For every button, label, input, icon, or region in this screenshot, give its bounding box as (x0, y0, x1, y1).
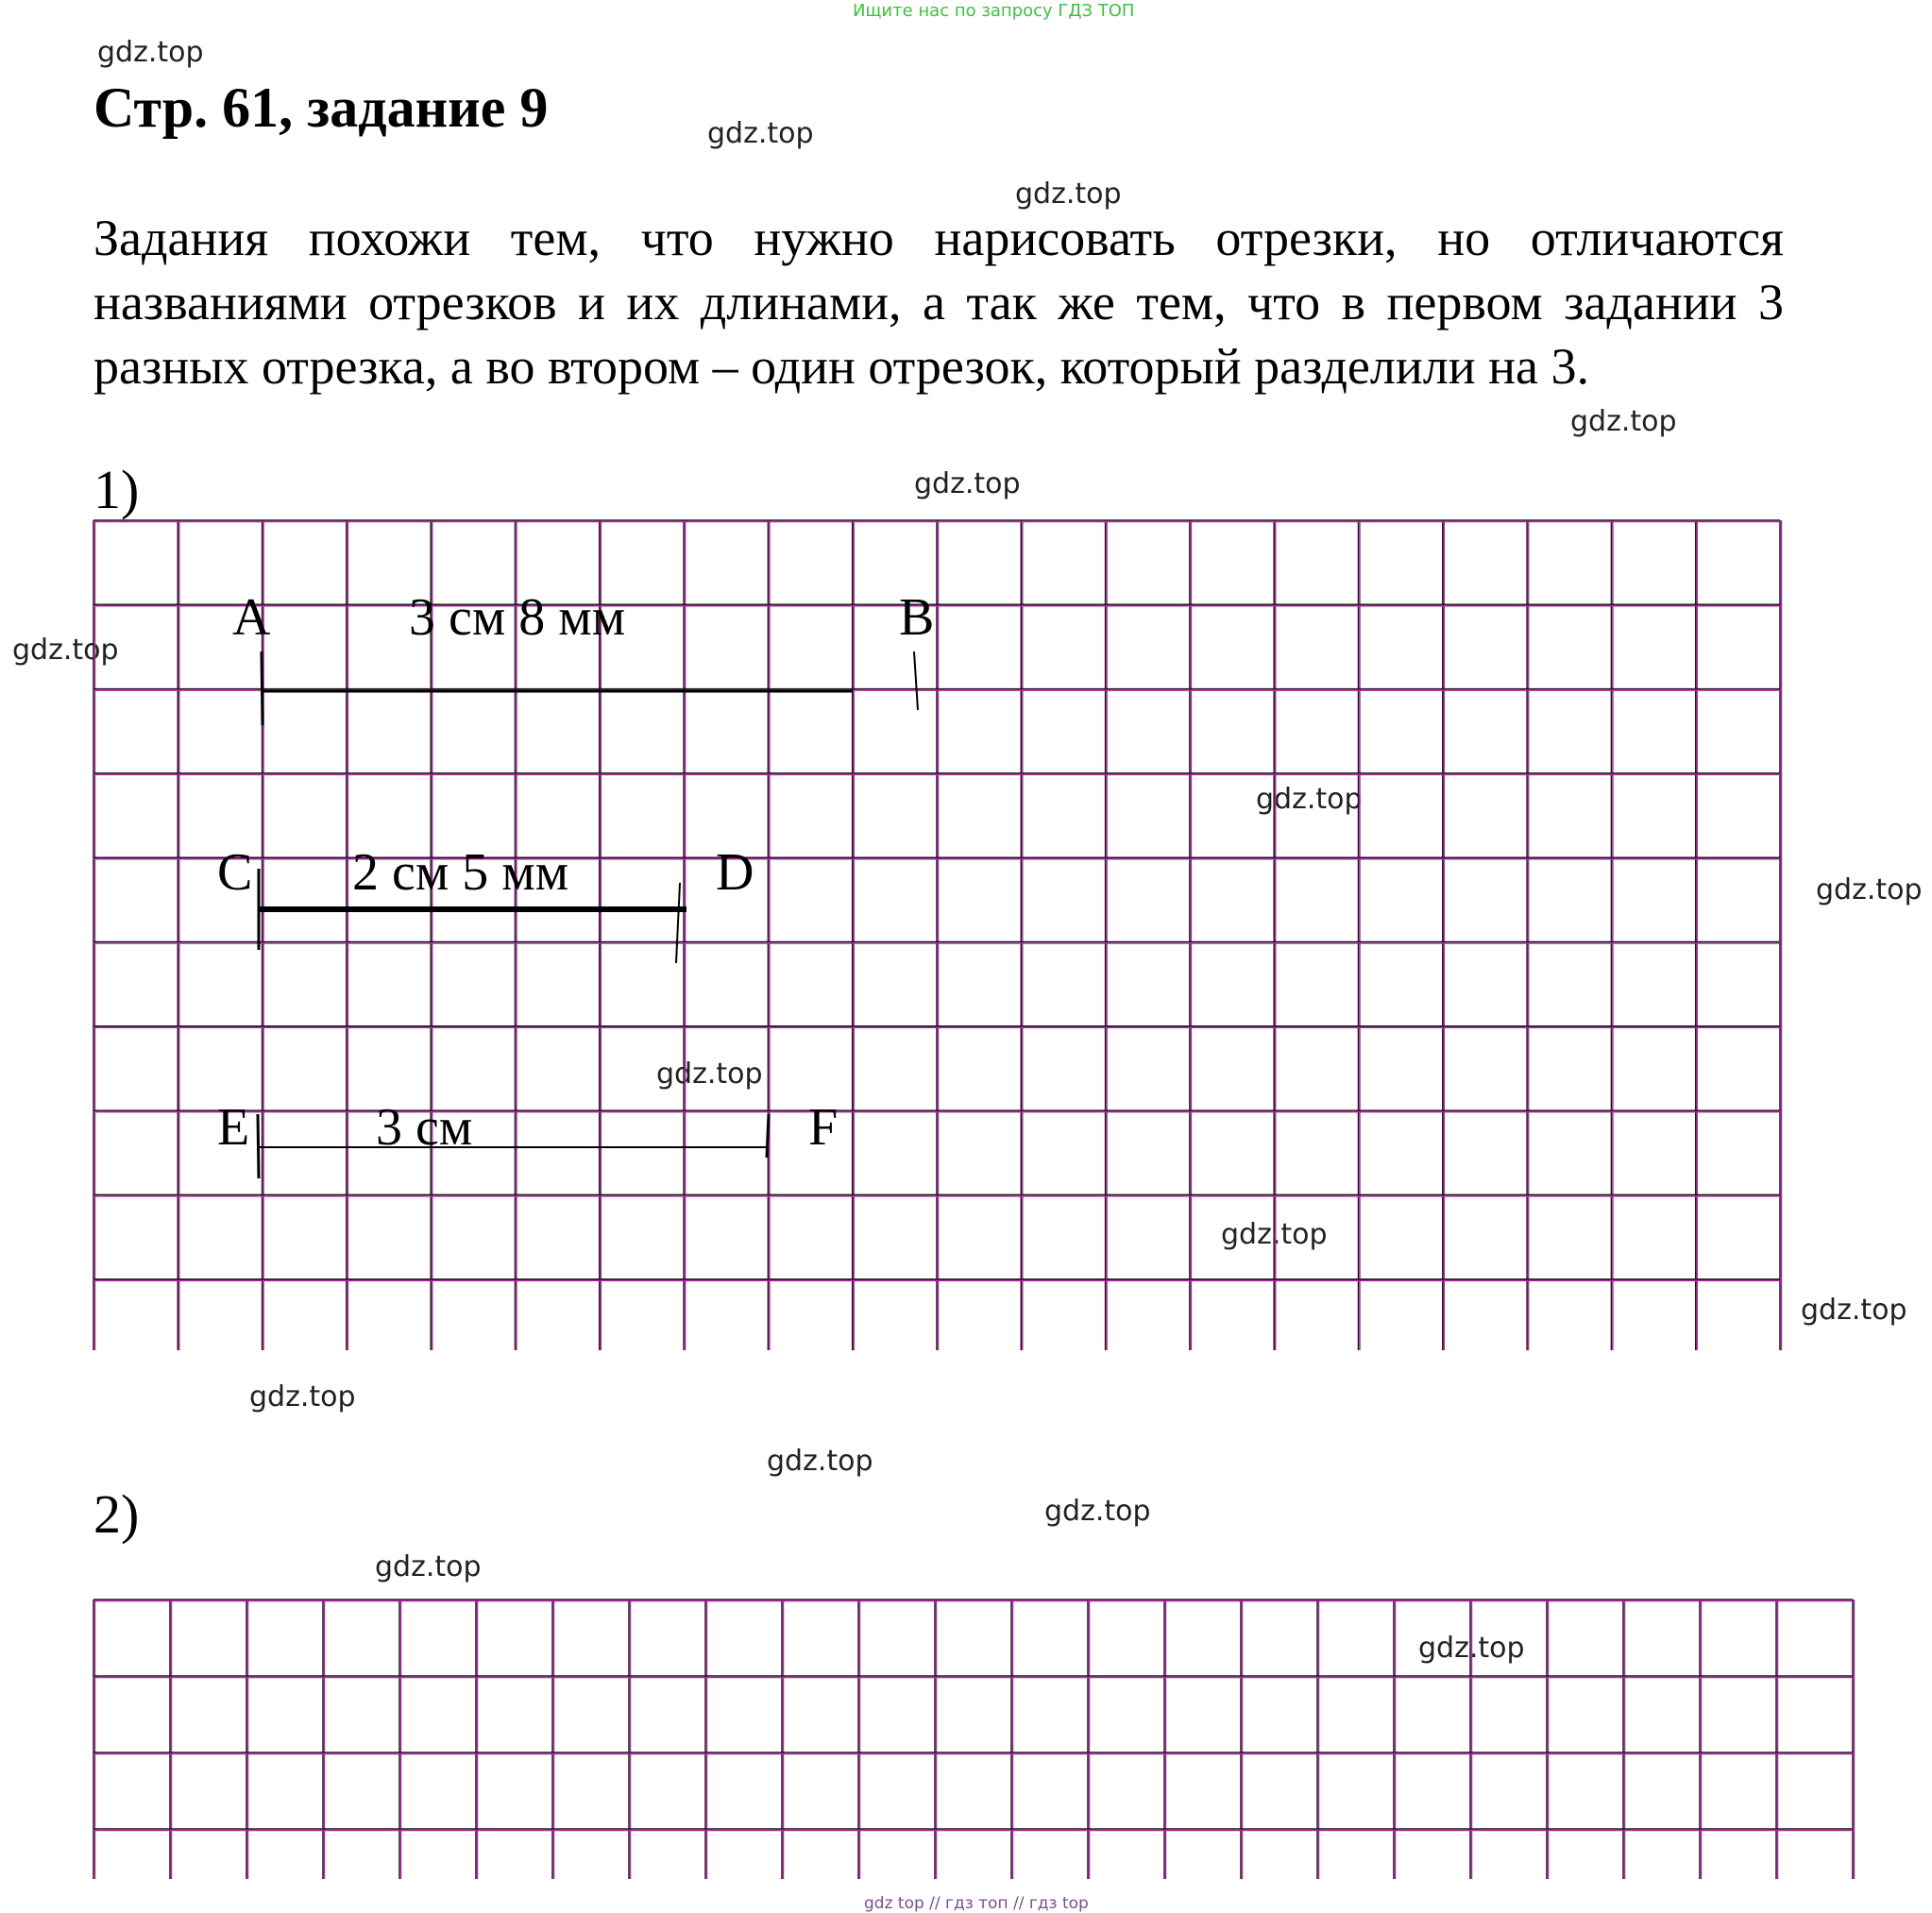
top-banner[interactable]: Ищите нас по запросу ГДЗ ТОП (853, 1, 1135, 21)
watermark: gdz.top (914, 467, 1021, 500)
page-title: Стр. 61, задание 9 (93, 76, 549, 139)
part-2-label: 2) (93, 1483, 140, 1545)
tick-f (767, 1114, 769, 1158)
tick-b (914, 652, 918, 710)
grid-1 (93, 520, 1782, 1350)
watermark: gdz.top (1801, 1294, 1907, 1327)
watermark: gdz.top (656, 1058, 763, 1091)
label-ef-length: 3 см (376, 1098, 473, 1157)
label-d: D (716, 843, 754, 902)
watermark: gdz.top (1570, 405, 1677, 438)
footer-watermark: gdz top // гдз топ // гдз top (864, 1894, 1089, 1913)
label-cd-length: 2 см 5 мм (352, 843, 569, 902)
segment-ab (232, 588, 934, 725)
watermark: gdz.top (1015, 178, 1122, 211)
watermark: gdz.top (1418, 1632, 1525, 1665)
watermark: gdz.top (1221, 1218, 1328, 1251)
label-f: F (808, 1098, 839, 1157)
part-1-label: 1) (93, 459, 140, 520)
watermark: gdz.top (707, 117, 814, 150)
watermark: gdz.top (249, 1380, 356, 1414)
watermark: gdz.top (375, 1550, 482, 1583)
tick-a (262, 652, 263, 725)
label-e: E (217, 1098, 250, 1157)
tick-e (258, 1114, 259, 1178)
segment-cd (217, 843, 754, 963)
watermark: gdz.top (1256, 783, 1363, 816)
label-a: A (232, 588, 271, 647)
grid-2 (93, 1600, 1855, 1879)
watermark: gdz.top (1044, 1495, 1151, 1528)
label-b: B (899, 588, 935, 647)
watermark: gdz.top (12, 634, 119, 667)
task-paragraph: Задания похожи тем, что нужно нарисовать отрезки, но отличаются названиями отрезков и их длинами, а так же тем, что в первом задании 3 разных отрезка, а во втором – один отрезок, который разделили на 3. (93, 210, 1784, 395)
label-ab-length: 3 см 8 мм (409, 588, 626, 647)
label-c: C (217, 843, 253, 902)
watermark: gdz.top (767, 1445, 873, 1478)
watermark: gdz.top (97, 36, 204, 69)
tick-d (676, 883, 680, 963)
watermark: gdz.top (1816, 873, 1923, 906)
